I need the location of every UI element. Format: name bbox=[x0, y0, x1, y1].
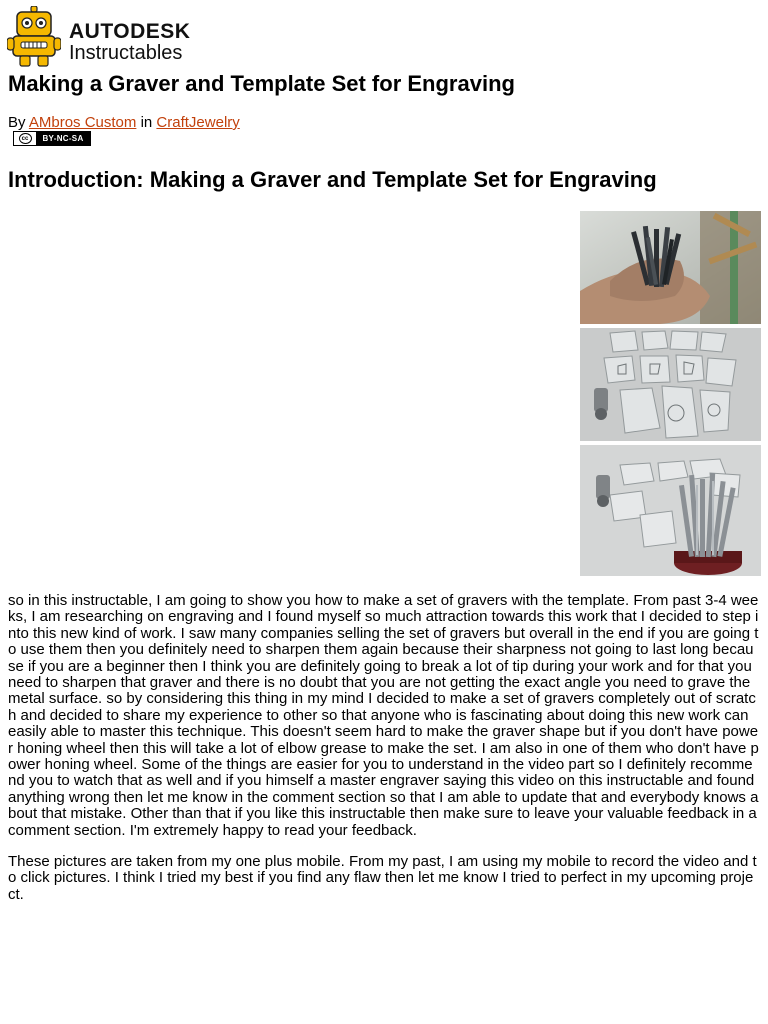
creative-commons-icon: cc bbox=[14, 132, 36, 145]
license-terms: BY-NC-SA bbox=[36, 132, 90, 145]
author-link[interactable]: AMbros Custom bbox=[28, 114, 137, 131]
hand-holding-gravers-photo[interactable] bbox=[580, 211, 761, 324]
in-label: in bbox=[140, 114, 153, 131]
instructables-robot-logo-icon[interactable] bbox=[7, 6, 61, 68]
intro-paragraph-1: so in this instructable, I am going to show you how to make a set of gravers with the template. From past 3-4 weeks, I am researching on engraving and I found myself so much attraction towards this work that I decided to step into this new kind of work. I saw many companies selling the set of gravers but overall in the end if you are going to use them then you definitely need to sharpen them again because their sharpness not going to last long because if you are a beginner then I think you are definitely going to break a lot of tip during your work and for that you need to sharpen that graver and there is no doubt that you are not getting the exact angle you need to grave the metal surface. so by considering this thing in my mind I decided to make a set of gravers completely out of scratch and decided to share my experience to other so that anyone who is fascinating about doing this new work can easily able to master this technique. This doesn't seem hard to make the graver shape but if you don't have power honing wheel then this will take a lot of elbow grease to make the set. I am also in one of them who don't have power honing wheel. Some of the things are easier for you to understand in the video part so I definitely recommend you to watch that as well and if you himself a master engraver saying this video on this instructable and found anything wrong then let me know in the comment section so that I am able to update that and everybody knows about that mistake. Other than that if you like this instructable then make sure to leave your valuable feedback in a comment section. I'm extremely happy to read your feedback. bbox=[8, 592, 759, 839]
gravers-and-templates-photo[interactable] bbox=[580, 445, 761, 576]
category-link[interactable]: CraftJewelry bbox=[156, 114, 240, 131]
brand-instructables: Instructables bbox=[69, 42, 183, 64]
intro-paragraph-2: These pictures are taken from my one plus mobile. From my past, I am using my mobile to record the video and to click pictures. I think I tried my best if you find any flaw then let me know I tried to perfect in my upcoming project. bbox=[8, 853, 757, 903]
acrylic-templates-photo[interactable] bbox=[580, 328, 761, 441]
article-title: Making a Graver and Template Set for Engraving bbox=[8, 71, 515, 96]
byline bbox=[8, 114, 240, 132]
site-header bbox=[7, 6, 227, 68]
by-label: By bbox=[8, 114, 26, 131]
license-badge[interactable] bbox=[13, 131, 91, 146]
brand-autodesk: AUTODESK bbox=[69, 20, 191, 43]
step-heading: Introduction: Making a Graver and Template Set for Engraving bbox=[8, 167, 657, 192]
